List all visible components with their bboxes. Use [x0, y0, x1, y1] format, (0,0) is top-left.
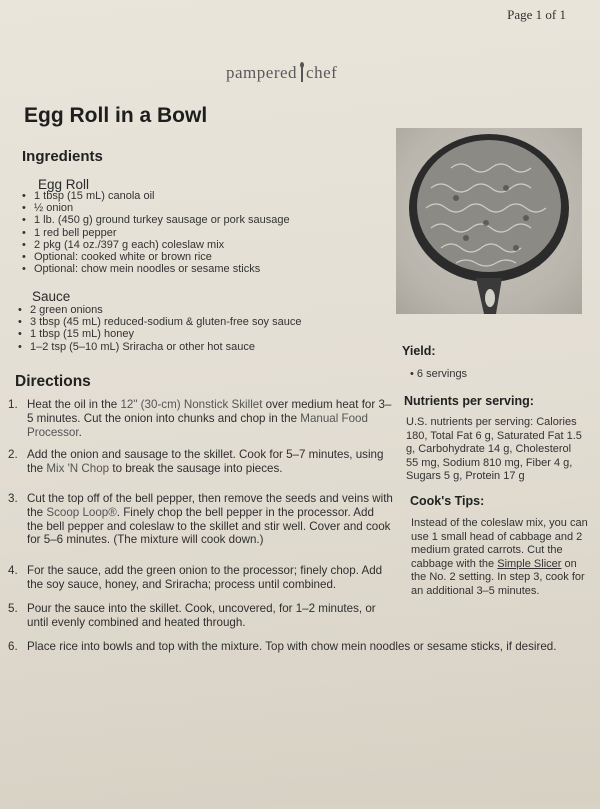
ingredient-item: • 1 red bell pepper [22, 227, 290, 239]
ingredient-item: • 1 tbsp (15 mL) canola oil [22, 190, 290, 202]
direction-step [8, 398, 393, 439]
ingredient-item: • 2 green onions [18, 304, 301, 316]
brand-logo-left: pampered [226, 63, 298, 82]
step-text: Heat the oil in the [27, 398, 121, 411]
step-text: over medium heat for 3–5 minutes. Cut the onion into chunks and chop in the [27, 398, 392, 425]
ingredient-item: • ½ onion [22, 202, 290, 214]
nutrients-text: U.S. nutrients per serving: Calories 180, Total Fat 6 g, Saturated Fat 1.5 g, Carbohydrate 14 g, Cholesterol 55 mg, Sodium 810 mg, Fiber 4 g, Sugars 5 g, Protein 17 g [406, 416, 582, 482]
ingredient-item: • 1 lb. (450 g) ground turkey sausage or pork sausage [22, 214, 290, 226]
ingredient-item: • 1–2 tsp (5–10 mL) Sriracha or other hot sauce [18, 341, 301, 353]
step-text: Pour the sauce into the skillet. Cook, uncovered, for 1–2 minutes, or until evenly combined and heated through. [27, 602, 376, 629]
yield-value: • 6 servings [410, 368, 468, 380]
step-number: 3. [8, 492, 18, 505]
sauce-ingredient-list [18, 304, 301, 353]
ingredient-item: • Optional: chow mein noodles or sesame sticks [22, 263, 290, 275]
tips-text: Instead of the coleslaw mix, you can use 1 small head of cabbage and 2 medium grated carrots. Cut the cabbage with the [411, 517, 588, 570]
step-number: 1. [8, 398, 18, 411]
step-text: Add the onion and sausage to the skillet. Cook for 5–7 minutes, using the [27, 448, 384, 475]
step-number: 4. [8, 564, 18, 577]
chef-spoon-icon [298, 62, 305, 82]
product-link-mix-n-chop[interactable]: Mix 'N Chop [46, 461, 110, 475]
step-text: . [78, 425, 82, 439]
ingredient-item: • 3 tbsp (45 mL) reduced-sodium & gluten-free soy sauce [18, 316, 301, 328]
step-text: For the sauce, add the green onion to the processor; finely chop. Add the soy sauce, honey, and Sriracha; process until combined. [27, 564, 383, 591]
recipe-photo [396, 128, 582, 314]
cooks-tips-text [411, 517, 591, 598]
step-text: Cut the top off of the bell pepper, then remove the seeds and veins with the [27, 492, 393, 519]
product-link-food-processor[interactable]: Manual Food Processor [27, 411, 368, 439]
yield-heading: Yield: [402, 344, 436, 358]
product-link-scoop-loop[interactable]: Scoop Loop® [46, 505, 117, 519]
product-link-simple-slicer[interactable]: Simple Slicer [497, 557, 562, 570]
sauce-heading: Sauce [32, 289, 71, 304]
brand-logo [226, 62, 337, 83]
step-number: 6. [8, 640, 18, 653]
ingredients-heading: Ingredients [22, 148, 103, 165]
recipe-title: Egg Roll in a Bowl [24, 104, 208, 127]
step-text: Place rice into bowls and top with the mixture. Top with chow mein noodles or sesame sticks, if desired. [27, 640, 557, 653]
ingredient-item: • Optional: cooked white or brown rice [22, 251, 290, 263]
brand-logo-right: chef [306, 63, 338, 82]
tips-text: on the No. 2 setting. In step 3, cook for an additional 3–5 minutes. [411, 557, 585, 597]
nutrients-heading: Nutrients per serving: [404, 394, 534, 408]
page-number: Page 1 of 1 [507, 7, 566, 22]
step-number: 5. [8, 602, 18, 615]
ingredient-item: • 1 tbsp (15 mL) honey [18, 328, 301, 340]
egg-roll-ingredient-list [22, 190, 290, 275]
yield-servings: 6 servings [416, 368, 468, 380]
direction-step [8, 602, 393, 630]
direction-step [8, 448, 393, 476]
step-number: 2. [8, 448, 18, 461]
product-link-skillet[interactable]: 12" (30-cm) Nonstick Skillet [120, 398, 263, 411]
direction-step [8, 492, 393, 547]
step-text: . Finely chop the bell pepper in the processor. Add the bell pepper and coleslaw to the skillet and stir well. Cover and cook for 5–6 minutes. (The mixture will cook down.) [27, 505, 391, 547]
direction-step [8, 564, 393, 592]
ingredient-item: • 2 pkg (14 oz./397 g each) coleslaw mix [22, 239, 290, 251]
cooks-tips-heading: Cook's Tips: [410, 494, 485, 508]
directions-heading: Directions [15, 373, 91, 390]
egg-roll-heading: Egg Roll [38, 177, 90, 192]
step-text: to break the sausage into pieces. [109, 461, 283, 475]
direction-step [8, 640, 593, 654]
